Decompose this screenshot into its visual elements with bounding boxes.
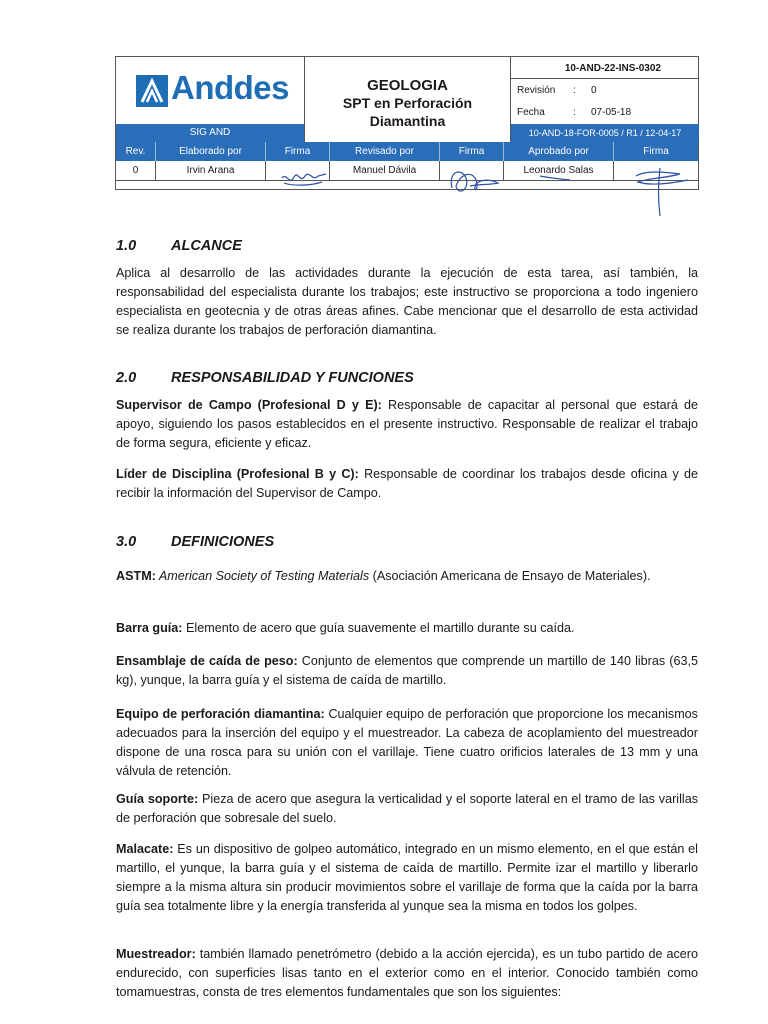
section-1-paragraph: Aplica al desarrollo de las actividades durante la ejecución de esta tarea, así también, la responsabilidad del especialista durante los trabajos; este instructivo se proporciona a todo ingeniero especialista en geotecnia y de otras áreas afines. Cabe mencionar que el desarrollo de esta actividad se realiza durante los trabajos de perforación diamantina. [116, 266, 698, 337]
section-2-heading [116, 370, 414, 386]
col-firma-1: Firma [266, 142, 330, 161]
muestreador-term: Muestreador: [116, 947, 196, 961]
guia-definition [116, 790, 698, 828]
logo-text: Anddes [171, 69, 290, 106]
col-rev: Rev. [116, 142, 156, 161]
supervisor-term: Supervisor de Campo (Profesional D y E): [116, 398, 382, 412]
astm-italic: American Society of Testing Materials [155, 569, 370, 583]
document-code: 10-AND-22-INS-0302 [511, 57, 699, 79]
section-1-title: ALCANCE [171, 238, 242, 254]
malacate-text: Es un dispositivo de golpeo automático, integrado en un mismo elemento, en el que están el martillo, el yunque, la barra guía y el sistema de caída de martillo. Permite izar el martillo y liberarlo siempre a la misma altura sin producir movimientos sobre el varillaje de forma que la caída por la barra guía sea totalmente libre y la energía transferida al yunque sea la misma en todos los golpes. [116, 842, 698, 913]
document-header-table [115, 56, 699, 190]
col-elaborado: Elaborado por [156, 142, 266, 161]
document-title-sub2: Diamantina [369, 113, 446, 129]
cell-firma-3 [614, 161, 698, 181]
section-3-number: 3.0 [116, 534, 137, 550]
ensamblaje-term: Ensamblaje de caída de peso: [116, 654, 298, 668]
lider-text: Responsable de coordinar los trabajos desde oficina y de recibir la información del Supervisor de Campo. [116, 467, 698, 500]
ensamblaje-definition [116, 652, 698, 690]
cell-firma-2 [440, 161, 504, 181]
document-title-cell [305, 57, 511, 142]
cell-aprobado: Leonardo Salas [504, 161, 614, 181]
logo-cell [116, 57, 305, 124]
cell-firma-1 [266, 161, 330, 181]
supervisor-paragraph [116, 396, 698, 453]
section-1-number: 1.0 [116, 238, 137, 254]
signature-header-row [116, 142, 698, 161]
section-3-title: DEFINICIONES [171, 534, 275, 550]
section-2-number: 2.0 [116, 370, 137, 386]
document-title-sub1: SPT en Perforación [342, 95, 473, 111]
anddes-logo-icon [136, 75, 168, 107]
malacate-definition [116, 840, 698, 916]
revision-colon: : [573, 85, 576, 96]
revision-label: Revisión [517, 85, 556, 96]
equipo-term: Equipo de perforación diamantina: [116, 707, 325, 721]
lider-paragraph [116, 465, 698, 503]
col-firma-3: Firma [643, 146, 669, 157]
sig-label: SIG AND [116, 124, 305, 142]
cell-elaborado: Irvin Arana [156, 161, 266, 181]
section-1-heading [116, 238, 242, 254]
barra-definition [116, 619, 698, 638]
cell-rev: 0 [116, 161, 156, 181]
fecha-label: Fecha [517, 107, 545, 118]
fecha-row [517, 107, 631, 118]
astm-term: ASTM: [116, 569, 156, 583]
equipo-text: Cualquier equipo de perforación que proporcione los mecanismos adecuados para la inserción del equipo y el muestreador. La cabeza de acoplamiento del muestreador dispone de una rosca para su unión con el varillaje. Tiene cuatro orificios laterales de 13 mm y una válvula de retención. [116, 707, 698, 778]
fecha-value: 07-05-18 [591, 107, 632, 118]
guia-term: Guía soporte: [116, 792, 199, 806]
fecha-colon: : [573, 107, 576, 118]
col-firma-2: Firma [440, 142, 504, 161]
section-3-heading [116, 534, 274, 550]
form-code: 10-AND-18-FOR-0005 / R1 / 12-04-17 [511, 124, 699, 142]
equipo-definition [116, 705, 698, 781]
section-2-title: RESPONSABILIDAD Y FUNCIONES [171, 370, 414, 386]
muestreador-definition [116, 945, 698, 1002]
revision-value: 0 [591, 85, 597, 96]
document-meta-cell [511, 57, 699, 142]
malacate-term: Malacate: [116, 842, 174, 856]
barra-term: Barra guía: [116, 621, 183, 635]
guia-text: Pieza de acero que asegura la verticalidad y el soporte lateral en el tramo de las varillas de perforación que sobresale del suelo. [116, 792, 698, 825]
muestreador-text: también llamado penetrómetro (debido a la acción ejercida), es un tubo partido de acero endurecido, con superficies lisas tanto en el exterior como en el interior. Conocido también como tomamuestras, consta de tres elementos fundamentales que son los siguientes: [116, 947, 698, 999]
ensamblaje-text: Conjunto de elementos que comprende un martillo de 140 libras (63,5 kg), yunque, la barra guía y el sistema de caída de martillo. [116, 654, 698, 687]
col-revisado: Revisado por [330, 142, 440, 161]
astm-text: (Asociación Americana de Ensayo de Materiales). [369, 569, 651, 583]
barra-text: Elemento de acero que guía suavemente el martillo durante su caída. [182, 621, 575, 635]
col-aprobado: Aprobado por [504, 142, 614, 161]
cell-revisado: Manuel Dávila [330, 161, 440, 181]
supervisor-text: Responsable de capacitar al personal que estará de apoyo, siguiendo los pasos establecidos en el presente instructivo. Responsable de realizar el trabajo de forma segura, eficiente y eficaz. [116, 398, 699, 450]
lider-term: Líder de Disciplina (Profesional B y C): [116, 467, 359, 481]
revision-row [517, 85, 597, 96]
signature-data-row [116, 161, 698, 190]
document-title-main: GEOLOGIA [367, 77, 448, 94]
astm-definition [116, 567, 698, 586]
